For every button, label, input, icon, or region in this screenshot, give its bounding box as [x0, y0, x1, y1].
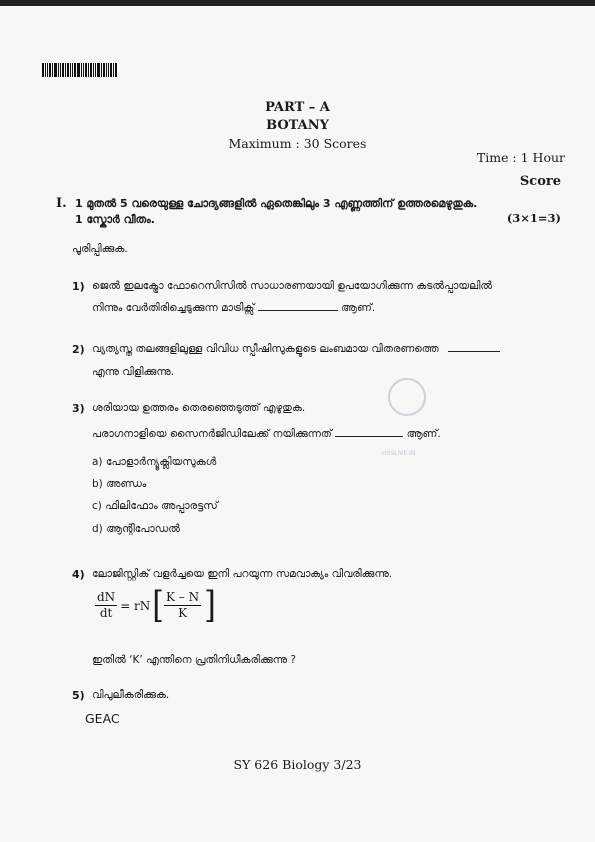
time-allowed: Time : 1 Hour: [476, 150, 565, 165]
formula-inner-fraction: [164, 590, 201, 621]
q3-line1: ശരിയായ ഉത്തരം തെരഞ്ഞെടുത്ത് എഴുതുക.: [92, 402, 306, 414]
section-marks: (3×1=3): [506, 211, 561, 225]
q5-line1: വിപുലീകരിക്കുക.: [92, 689, 170, 701]
fill-in-heading: പൂരിപ്പിക്കുക.: [72, 243, 128, 255]
q1-number: 1): [72, 280, 85, 293]
formula-denominator: dt: [99, 606, 113, 620]
formula-numerator: dN: [97, 590, 116, 604]
barcode: [42, 63, 124, 77]
watermark-circle-icon: [388, 378, 426, 416]
option-label: a): [92, 456, 103, 468]
watermark-logo: [382, 376, 428, 458]
q2-line1-text: വ്യത്യസ്ത തലങ്ങളിലുള്ള വിവിധ സ്പീഷിസുകളുടെ ലംബമായ വിതരണത്തെ: [92, 343, 439, 355]
option-text: ആന്റിപോഡൽ: [106, 523, 180, 535]
q2-line2: എന്നു വിളിക്കുന്നു.: [92, 366, 174, 378]
formula-bracket: [152, 583, 216, 626]
section-number: I.: [56, 196, 67, 211]
q3-number: 3): [72, 402, 85, 415]
q2-blank: [448, 351, 500, 352]
q1-line2-text: നിന്നും വേർതിരിച്ചെടുക്കുന്ന മാട്രിക്സ്: [92, 302, 255, 314]
q3-line2-text: പരാഗനാളിയെ സൈനർജിഡിലേക്ക് നയിക്കുന്നത്: [92, 428, 332, 440]
right-bracket-icon: ]: [204, 583, 216, 626]
option-text: അണ്ഡം: [106, 478, 147, 490]
option-label: d): [92, 523, 103, 535]
footer-code: SY 626 Biology 3/23: [233, 757, 362, 772]
q2-line1: [92, 343, 500, 356]
score-label: Score: [519, 174, 561, 189]
watermark-text: HSSLIVE.IN: [382, 450, 416, 457]
q4-number: 4): [72, 568, 85, 581]
section-instruction-2: 1 സ്കോർ വീതം.: [75, 213, 155, 226]
q4-line1: ലോജിസ്റ്റിക് വളർച്ചയെ ഇനി പറയുന്ന സമവാക്യം വിവരിക്കുന്നു.: [92, 568, 393, 580]
q5-term: GEAC: [85, 711, 120, 726]
q3-option-a: [92, 456, 216, 469]
q2-number: 2): [72, 343, 85, 356]
option-text: പോളാർന്യൂക്ലിയസുകൾ: [105, 456, 217, 468]
formula-equals: = rN: [120, 598, 151, 613]
formula-inner-denominator: K: [178, 606, 188, 620]
logistic-formula: [95, 583, 216, 626]
part-title: PART – A: [265, 100, 330, 115]
q5-number: 5): [72, 689, 85, 702]
subject-title: BOTANY: [266, 118, 329, 133]
q1-line2: [92, 302, 375, 315]
q3-option-b: [92, 478, 146, 491]
option-text: ഫിലിഫോം അപ്പാരട്ടസ്: [105, 500, 218, 512]
q3-line2-end: ആണ്.: [406, 428, 441, 440]
q1-blank: [258, 310, 338, 311]
top-border: [0, 0, 595, 6]
q1-line2-end: ആണ്.: [341, 302, 376, 314]
maximum-scores: Maximum : 30 Scores: [228, 136, 367, 151]
option-label: b): [92, 478, 103, 490]
q1-line1: ജെൽ ഇലക്ട്രോ ഫോറെസിസിൽ സാധാരണയായി ഉപയോഗിക്കുന്ന കടൽപ്പായലിൽ: [92, 280, 493, 292]
q3-option-c: [92, 500, 218, 513]
formula-lhs-fraction: [95, 590, 117, 621]
left-bracket-icon: [: [152, 583, 165, 626]
q4-line2: ഇതിൽ ‘K’ എന്തിനെ പ്രതിനിധീകരിക്കുന്നു ?: [92, 654, 296, 666]
option-label: c): [92, 500, 102, 512]
formula-inner-numerator: K – N: [166, 590, 200, 604]
section-instruction: 1 മുതൽ 5 വരെയുള്ള ചോദ്യങ്ങളിൽ ഏതെങ്കിലും 3 എണ്ണത്തിന് ഉത്തരമെഴുതുക.: [75, 197, 478, 210]
q3-option-d: [92, 523, 180, 536]
